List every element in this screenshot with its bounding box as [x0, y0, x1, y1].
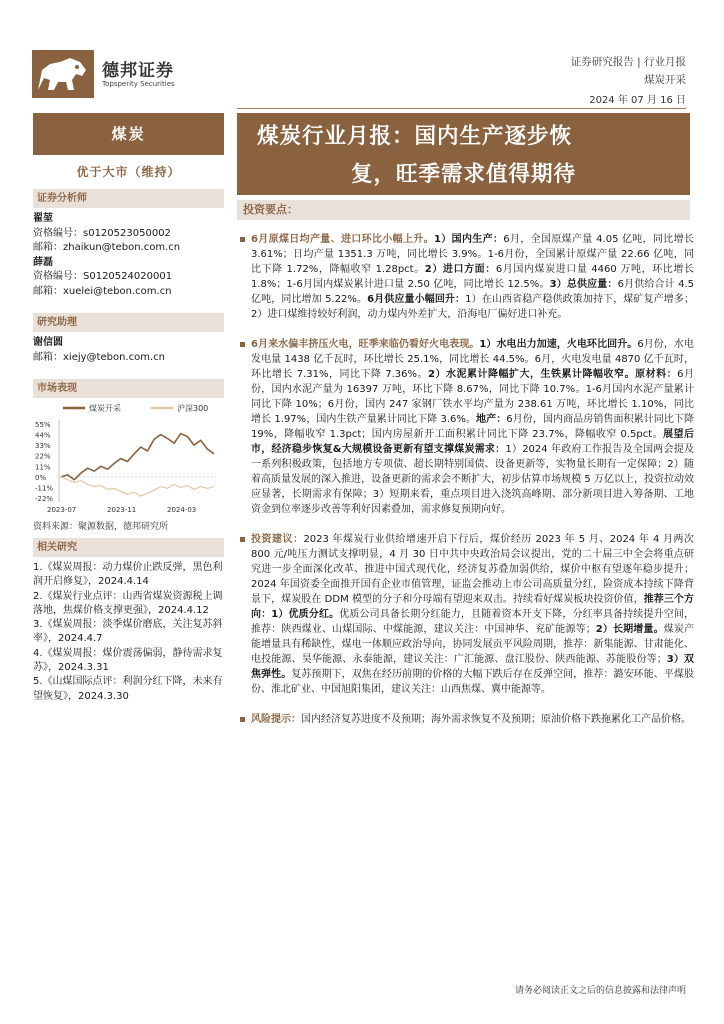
bullet-icon — [240, 537, 245, 542]
company-logo — [32, 50, 192, 98]
y-tick-label: 55% — [35, 421, 51, 429]
paragraph-text-segment: 优质公司具备长期分红能力，且随着资本开支下降，分红率具备持续提升空间，推荐：陕西煤业、山煤国际、中煤能源，建议关注：中国神华、兖矿能源等； — [251, 609, 695, 635]
market-performance-chart — [33, 398, 224, 518]
market-section-heading: 市场表现 — [33, 379, 224, 398]
analyst-cert: 资格编号：S0120524020001 — [33, 271, 173, 282]
bullet-icon — [240, 717, 245, 722]
y-tick-label: 0% — [35, 473, 47, 482]
related-research-item[interactable]: 5.《山煤国际点评：利润分红下降，未来有望恢复》，2024.3.30 — [33, 676, 223, 702]
assistant-email[interactable]: 邮箱：xiejy@tebon.com.cn — [33, 351, 165, 363]
paragraph-text-segment: 推荐三个方向：1）优质分红。 — [251, 594, 694, 620]
y-tick-label: 22% — [35, 452, 51, 461]
paragraph-demand — [251, 337, 694, 517]
y-tick-label: -22% — [35, 495, 54, 503]
report-type: 证券研究报告 | 行业月报 — [570, 56, 686, 68]
paragraph-text-segment: 复苏预期下，双焦在经历前期的价格的大幅下跌后存在反弹空间，推荐：潞安环能、平煤股份、淮北矿业、中国旭阳集团，建议关注：山西焦煤、冀中能源等。 — [251, 669, 695, 695]
y-tick-label: -11% — [35, 484, 54, 493]
related-section-heading: 相关研究 — [33, 538, 224, 557]
paragraph-text-segment: 原材料： — [635, 369, 678, 380]
legend-label: 沪深300 — [177, 404, 209, 413]
report-title-box — [237, 113, 690, 195]
y-tick-label: 11% — [35, 463, 51, 472]
rating-label: 优于大市（维持） — [76, 165, 181, 179]
paragraph-text-segment: 煤炭产能增量具有稀缺性，煤电一体顺应政治导向，协同发展贡平风险周期，推荐：新集能源、甘肃能化、电投能源、昊华能源、永泰能源，建议关注：广汇能源、盘江股份、陕西能源、苏能股份等； — [251, 624, 695, 665]
paragraph-text-segment: 国内经济复苏进度不及预期；海外需求恢复不及预期；原油价格下跌拖累化工产品价格。 — [301, 714, 691, 725]
analyst-cert: 资格编号：s0120523050002 — [33, 227, 171, 239]
x-tick-label: 2023-07 — [47, 506, 77, 514]
paragraph-text-segment: 6月份，国内商品房销售面积累计同比下降 19%，降幅收窄 1.3pct；国内房屋新开工面积累计同比下降 23.7%，降幅收窄 0.5pct。 — [251, 414, 695, 440]
legend-label: 煤炭开采 — [89, 404, 121, 413]
paragraph-investment-advice — [251, 532, 694, 697]
bull-logo-icon — [32, 50, 94, 98]
series-line — [61, 477, 214, 496]
investment-points-heading: 投资要点： — [237, 200, 690, 220]
paragraph-text-segment: 6月原煤日均产量、进口环比小幅上升。 — [251, 234, 434, 245]
paragraph-text-segment: 风险提示： — [251, 714, 301, 725]
paragraph-text-segment: 6月供应量小幅回升： — [367, 294, 466, 305]
market-chart-svg — [33, 398, 224, 518]
paragraph-text-segment: 3）总供应量： — [549, 279, 618, 290]
related-research-list — [33, 561, 224, 704]
report-body — [251, 232, 694, 742]
y-tick-label: 44% — [35, 431, 51, 440]
series-line — [61, 434, 214, 480]
x-tick-label: 2024-03 — [167, 506, 197, 514]
left-sidebar — [33, 113, 224, 704]
analyst-email[interactable]: 邮箱：zhaikun@tebon.com.cn — [33, 242, 181, 253]
paragraph-text-segment: 1）水电出力加速，火电环比回升。 — [479, 339, 638, 350]
logo-english-name: Topsperity Securities — [102, 80, 175, 88]
paragraph-text-segment: 6月国内煤炭进口量 4460 万吨，环比增长 1.8%；1-6月国内煤炭累计进口量 2.50 亿吨，同比增长 12.5%。 — [251, 264, 694, 290]
bullet-icon — [240, 342, 245, 347]
paragraph-text-segment: 1）在山西省稳产稳供政策加持下，煤矿复产增多；2）进口煤维持较好利润，动力煤内外差扩大，沿海电厂偏好进口补充。 — [251, 294, 694, 320]
paragraph-risk — [251, 712, 694, 727]
bullet-icon — [240, 237, 245, 242]
related-research-item[interactable]: 3.《煤炭周报：淡季煤价磨底，关注复苏斜率》，2024.4.7 — [33, 619, 223, 645]
assistant-name: 谢信圆 — [33, 337, 63, 348]
paragraph-text-segment: 1）国内生产： — [433, 234, 504, 245]
paragraph-text-segment: 地产： — [476, 414, 507, 425]
header-divider — [237, 108, 686, 109]
related-research-item[interactable]: 1.《煤炭周报：动力煤价止跌反弹，黑色利润开启修复》，2024.4.14 — [33, 562, 223, 588]
paragraph-text-segment: 2）水泥累计降幅扩大，生铁累计降幅收窄。 — [427, 369, 636, 380]
paragraph-text-segment: 6月份，水电发电量 1438 亿千瓦时，环比增长 25.1%，同比增长 44.5%。6月，火电发电量 4870 亿千瓦时，环比增长 7.31%，同比下降 7.36%。 — [251, 339, 694, 380]
chart-source: 资料来源：聚源数据，德邦研究所 — [33, 522, 169, 532]
report-title-line2: 复，旺季需求值得期待 — [350, 162, 576, 187]
report-title-line1: 煤炭行业月报：国内生产逐步恢 — [257, 124, 573, 149]
paragraph-text-segment: 6月份，国内水泥产量为 16397 万吨，环比下降 8.67%，同比下降 10.7%。1-6月国内水泥产量累计同比下降 10%；6月份，国内 247 家钢厂铁水平均产量为 238.61 万吨，环比增长 1.10%，同比增长 1.97%，国内生铁产量累计同比下降 3.6%。 — [251, 369, 694, 425]
x-tick-label: 2023-11 — [107, 506, 137, 514]
analyst-email[interactable]: 邮箱：xuelei@tebon.com.cn — [33, 285, 172, 297]
y-tick-label: 33% — [35, 442, 51, 451]
industry-label: 煤炭开采 — [644, 74, 686, 86]
logo-chinese-name: 德邦证券 — [102, 61, 174, 81]
analyst-name: 翟堃 — [33, 213, 53, 224]
paragraph-text-segment: 6月来水偏丰挤压火电，旺季来临仍看好火电表现。 — [251, 339, 480, 350]
paragraph-text-segment: 2）进口方面： — [424, 264, 496, 275]
paragraph-text-segment: 6月，全国原煤产量 4.05 亿吨，同比增长 3.61%；日均产量 1351.3 万吨，同比增长 3.9%。1-6月份，全国累计原煤产量 22.66 亿吨，同比下降 1.72%，降幅收窄 1.28pct。 — [251, 234, 694, 275]
paragraph-text-segment: 投资建议： — [251, 534, 304, 545]
paragraph-text-segment: 2023 年煤炭行业供给增速开启下行后，煤价经历 2023 年 5 月、2024 年 4 月两次 800 元/吨压力测试支撑明显，4 月 30 日中共中央政治局会议提出，党的二十届三中全会将重点研究进一步全面深化改革、推进中国式现代化，经济复苏叠加弱供给，煤价中枢有望逐年稳步提升；2024 年国资委全面推开国有企业市值管理，证监会推动上市公司高质量分红，险资成本持续下降背景下，煤炭股在 DDM 模型的分子和分母端有望迎来双击。持续看好煤炭板块投资价值， — [251, 534, 694, 605]
related-research-item[interactable]: 4.《煤炭周报：煤价震荡偏弱，静待需求复苏》，2024.3.31 — [33, 647, 223, 674]
analyst-name: 薛磊 — [33, 256, 53, 268]
paragraph-text-segment: 1）2024 年政府工作报告及全国两会提及一系列积极政策，包括地方专项债、超长期特别国债、设备更新等，实物量长期有一定保障；2）随着高质量发展的深入推进，设备更新的需求会不断扩大，初步估算市场规模 5 万亿以上，投资拉动效应显著，长期需求有保障；3）短期来看，重点项目进入浇筑高峰期、部分新项目进入筹备期、工地资金到位率逐步改善等利好因素叠加，需求修复预期向好。 — [251, 444, 694, 515]
report-date: 2024 年 07 月 16 日 — [589, 95, 686, 106]
related-research-item[interactable]: 2.《煤炭行业点评：山西省煤炭资源税上调落地，焦煤价格支撑更强》，2024.4.12 — [33, 590, 223, 616]
paragraph-text-segment: 6月供给合计 4.5 亿吨，同比增加 5.22%。 — [251, 279, 695, 305]
footer-disclaimer: 请务必阅读正文之后的信息披露和法律声明 — [514, 986, 686, 996]
analyst-section-heading: 证券分析师 — [33, 189, 224, 208]
sector-label: 煤炭 — [33, 113, 224, 155]
assistant-section-heading: 研究助理 — [33, 313, 224, 332]
paragraph-text-segment: 展望后市，经济稳步恢复&大规模设备更新有望支撑煤炭需求： — [251, 429, 694, 455]
paragraph-text-segment: 2）长期增量。 — [595, 624, 664, 635]
paragraph-text-segment: 3）双焦弹性。 — [251, 654, 694, 680]
paragraph-production — [251, 232, 694, 322]
